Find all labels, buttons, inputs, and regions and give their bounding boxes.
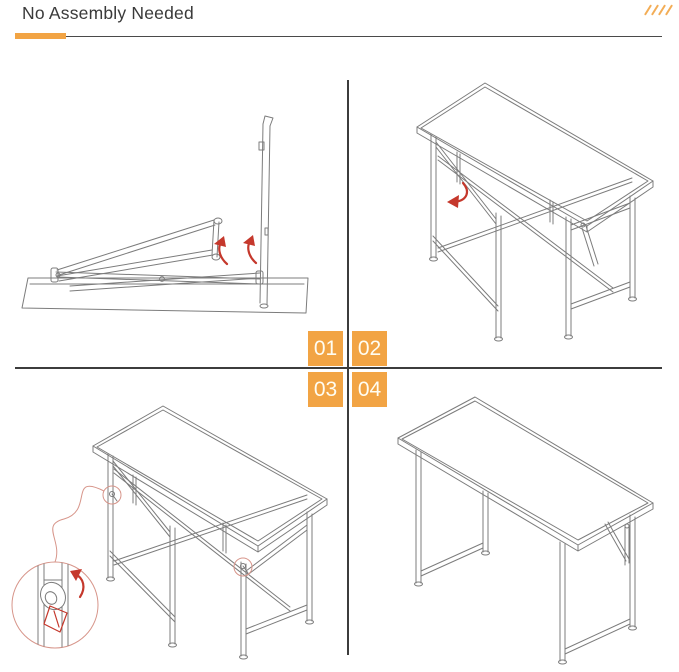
step-badge-01: 01 [308, 331, 343, 366]
folded-desk-drawing [10, 60, 340, 360]
latch-highlight-circle [103, 486, 121, 504]
horizontal-panel-divider [15, 367, 662, 369]
step-badge-03: 03 [308, 372, 343, 407]
folded-brace-under-top [605, 522, 629, 565]
magnifier-circle [12, 561, 98, 649]
step-4-illustration [355, 375, 679, 672]
step-1-illustration [10, 60, 340, 360]
step-badge-04: 04 [352, 372, 387, 407]
slash-mark [665, 4, 673, 15]
finished-desk-drawing [355, 375, 679, 672]
lift-up-arrow-icon [243, 235, 256, 263]
upright-desk-drawing [355, 60, 679, 360]
rotate-brace-arrow-icon [447, 183, 467, 208]
diagonal-slashes-icon [647, 4, 670, 16]
tabletop [398, 397, 653, 551]
step-2-illustration [355, 60, 679, 360]
tabletop [417, 83, 653, 232]
page-title: No Assembly Needed [22, 3, 194, 23]
tabletop [93, 406, 327, 552]
step-3-illustration [10, 375, 340, 672]
header-divider-line [64, 36, 662, 37]
lifting-leg-frame [56, 218, 222, 281]
step-badge-02: 02 [352, 331, 387, 366]
latch-detail-drawing [10, 375, 340, 672]
callout-squiggle [53, 486, 104, 562]
header-accent-bar [15, 33, 66, 39]
latch-highlight-circle [234, 558, 252, 576]
